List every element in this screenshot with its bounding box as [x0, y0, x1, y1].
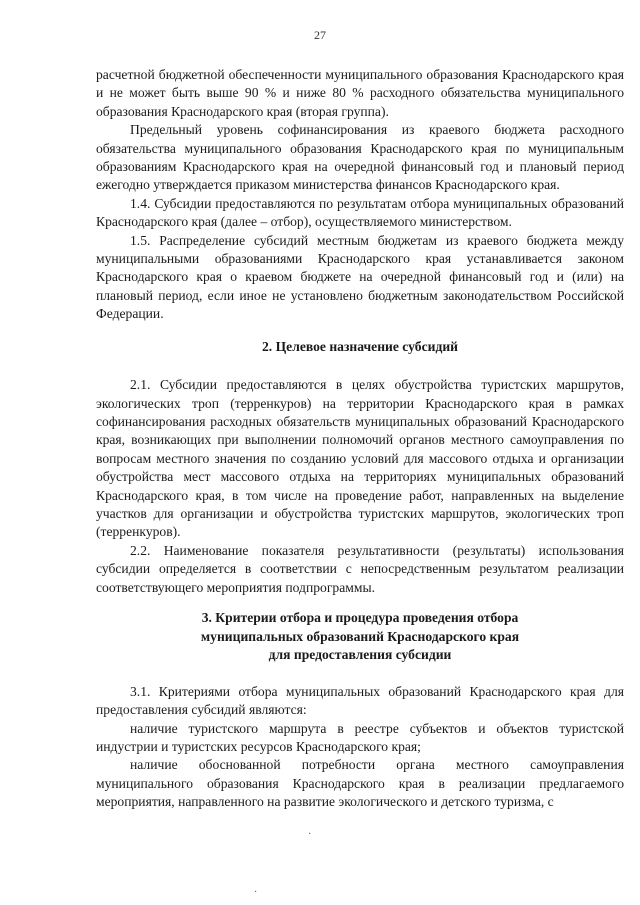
paragraph-2-2: 2.2. Наименование показателя результативности (результаты) использования субсидии определяется в соответствии с непосредственным результатом реализации соответствующего мероприятия подпрограммы.	[96, 542, 624, 595]
document-body	[96, 66, 624, 812]
paragraph-1-5: 1.5. Распределение субсидий местным бюджетам из краевого бюджета между муниципальными образованиями Краснодарского края устанавливается законом Краснодарского края о краевом бюджете на очередной финансовый год и (или) на плановый период, если иное не установлено бюджетным законодательством Российской Федерации.	[96, 232, 624, 322]
section-3-heading-line: для предоставления субсидии	[268, 647, 452, 663]
section-3-heading	[96, 609, 624, 665]
criterion-justified-need: наличие обоснованной потребности органа местного самоуправления муниципального образования Краснодарского края в реализации предлагаемого мероприятия, направленного на развитие экологического и детского туризма, с	[96, 757, 624, 810]
paragraph-1-4: 1.4. Субсидии предоставляются по результатам отбора муниципальных образований Краснодарского края (далее – отбор), осуществляемого министерством.	[96, 195, 624, 230]
paragraph-cofinancing-limit: Предельный уровень софинансирования из краевого бюджета расходного обязательства муниципального образования Краснодарского края по муниципальным образованиям Краснодарского края на очередной финансовый год и плановый период ежегодно утверждается приказом министерства финансов Краснодарского края.	[96, 122, 624, 193]
section-3-heading-line: 3. Критерии отбора и процедура проведения отбора	[201, 609, 519, 625]
section-3-heading-line: муниципальных образований Краснодарского края	[200, 628, 520, 644]
paragraph-3-1: 3.1. Критериями отбора муниципальных образований Краснодарского края для предоставления субсидий являются:	[96, 683, 624, 718]
section-2-heading: 2. Целевое назначение субсидий	[262, 338, 458, 354]
paragraph-2-1: 2.1. Субсидии предоставляются в целях обустройства туристских маршрутов, экологических троп (терренкуров) на территории Краснодарского края в рамках софинансирования расходных обязательств муниципальных образований Краснодарского края, возникающих при выполнении полномочий органов местного самоуправления по вопросам местного значения по созданию условий для массового отдыха и организации обустройства мест массового отдыха на территориях муниципальных образований Краснодарского края, в том числе на проведение работ, направленных на выделение участков для организации и обустройства туристских маршрутов, экологических троп (терренкуров).	[96, 377, 624, 540]
scan-speck: ·	[254, 887, 258, 898]
scan-speck: ·	[308, 829, 312, 840]
paragraph-continuation: расчетной бюджетной обеспеченности муниципального образования Краснодарского края и не может быть выше 90 % и ниже 80 % расходного обязательства муниципального образования Краснодарского края (вторая группа).	[96, 67, 624, 119]
page-number: 27	[314, 28, 326, 42]
criterion-tourist-route: наличие туристского маршрута в реестре субъектов и объектов туристской индустрии и туристских ресурсов Краснодарского края;	[96, 720, 624, 754]
